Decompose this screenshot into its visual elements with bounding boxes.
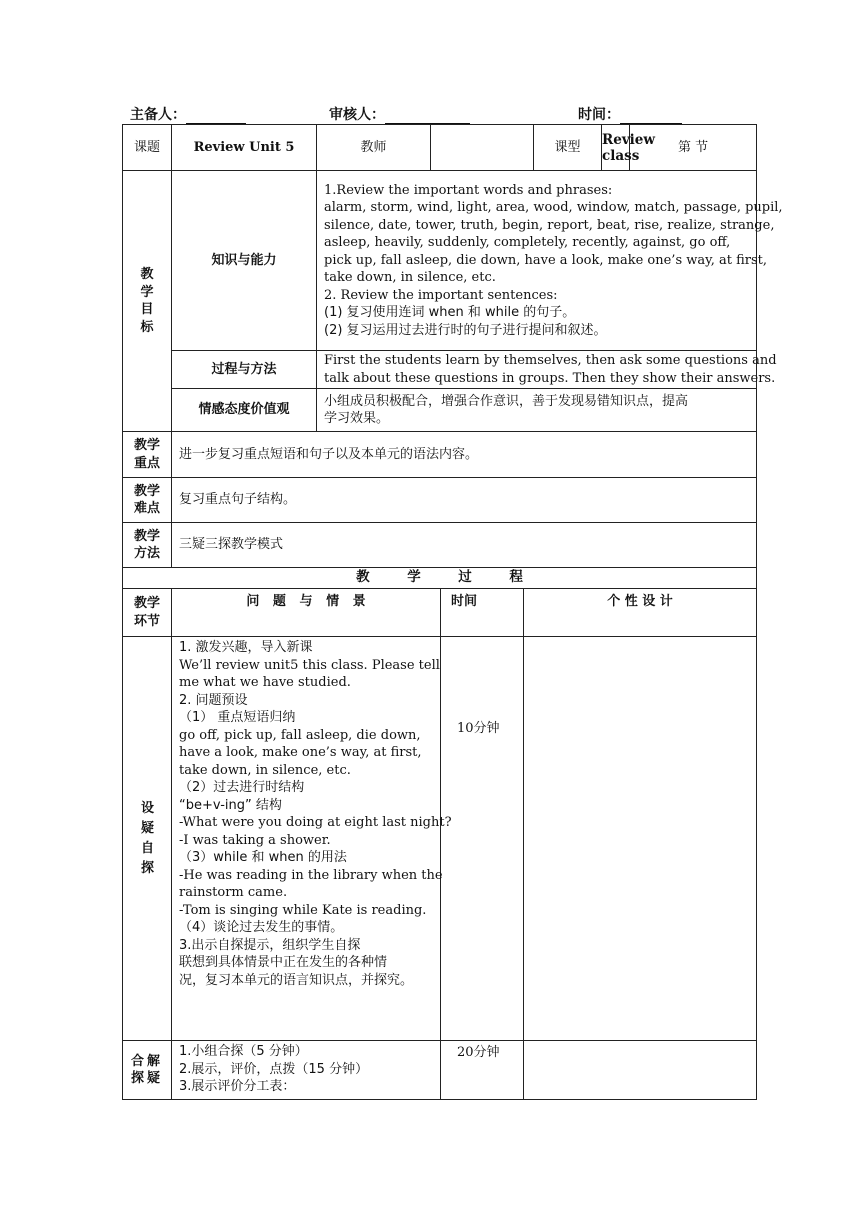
knowledge-line: 2. Review the important sentences: bbox=[324, 287, 558, 303]
reviewer: 审核人： bbox=[329, 104, 470, 124]
stage2-row bbox=[123, 1041, 757, 1100]
stage2-line: 1.小组合探（5 分钟） bbox=[179, 1044, 308, 1059]
time-column-header: 时间 bbox=[441, 589, 524, 637]
knowledge-content bbox=[317, 171, 783, 351]
lesson-plan-table bbox=[122, 124, 783, 1100]
stage1-line: 联想到具体情景中正在发生的各种情 bbox=[179, 955, 388, 970]
knowledge-line: (2) 复习运用过去进行时的句子进行提问和叙述。 bbox=[324, 322, 607, 338]
stage1-line: （2）过去进行时结构 bbox=[179, 780, 305, 795]
knowledge-line: silence, date, tower, truth, begin, report, beat, rise, realize, strange, bbox=[324, 217, 775, 233]
stage1-line: -He was reading in the library when the bbox=[179, 867, 443, 883]
emotion-line: 学习效果。 bbox=[324, 411, 390, 426]
stage1-line: We’ll review unit5 this class. Please tell bbox=[179, 657, 440, 673]
difficulties-row bbox=[123, 478, 757, 523]
knowledge-line: alarm, storm, wind, light, area, wood, window, match, passage, pupil, bbox=[324, 200, 783, 216]
teacher-label: 教师 bbox=[317, 125, 431, 171]
knowledge-line: 1.Review the important words and phrases: bbox=[324, 182, 613, 198]
stage1-line: 1. 激发兴趣，导入新课 bbox=[179, 640, 313, 655]
knowledge-line: asleep, heavily, suddenly, completely, recently, against, go off, bbox=[324, 235, 731, 251]
method-text: 三疑三探教学模式 bbox=[172, 523, 757, 568]
stage1-time: 10分钟 bbox=[441, 637, 524, 1041]
section-label: 第 节 bbox=[630, 125, 757, 171]
topic-label: 课题 bbox=[123, 125, 172, 171]
stage2-content bbox=[172, 1041, 441, 1100]
stage1-row bbox=[123, 637, 757, 1041]
stage1-line: （1） 重点短语归纳 bbox=[179, 710, 296, 725]
key-points-row bbox=[123, 432, 757, 478]
stage2-label: 合解探疑 bbox=[123, 1041, 172, 1100]
process-label: 过程与方法 bbox=[172, 351, 317, 389]
method-row bbox=[123, 523, 757, 568]
stage-column-header: 教学环节 bbox=[123, 589, 172, 637]
stage1-content bbox=[172, 637, 452, 1041]
stage2-design bbox=[524, 1041, 757, 1100]
knowledge-label: 知识与能力 bbox=[172, 171, 317, 351]
stage1-line: -I was taking a shower. bbox=[179, 832, 331, 848]
stage1-design bbox=[524, 637, 757, 1041]
stage2-time: 20分钟 bbox=[441, 1041, 524, 1100]
stage2-line: 2.展示，评价，点拨（15 分钟） bbox=[179, 1061, 369, 1077]
problem-column-header: 问 题 与 情 景 bbox=[172, 589, 441, 637]
teacher-value bbox=[431, 125, 534, 171]
stage1-line: go off, pick up, fall asleep, die down, bbox=[179, 727, 421, 743]
knowledge-line: pick up, fall asleep, die down, have a look, make one’s way, at first, bbox=[324, 252, 768, 268]
method-label: 教学方法 bbox=[123, 523, 172, 568]
key-points-text: 进一步复习重点短语和句子以及本单元的语法内容。 bbox=[172, 432, 757, 478]
knowledge-line: take down, in silence, etc. bbox=[324, 270, 496, 286]
key-points-label: 教学重点 bbox=[123, 432, 172, 478]
objectives-label: 教学目标 bbox=[123, 171, 172, 432]
stage1-line: 3.出示自探提示，组织学生自探 bbox=[179, 937, 361, 953]
stage1-line: （3）while 和 when 的用法 bbox=[179, 850, 347, 865]
stage1-line: （4）谈论过去发生的事情。 bbox=[179, 920, 344, 935]
difficulties-label: 教学难点 bbox=[123, 478, 172, 523]
process-line: talk about these questions in groups. Then they show their answers. bbox=[324, 370, 776, 386]
design-column-header: 个 性 设 计 bbox=[524, 589, 757, 637]
stage1-line: -Tom is singing while Kate is reading. bbox=[179, 902, 427, 918]
lead-preparer: 主备人： bbox=[130, 104, 246, 124]
process-title: 教 学 过 程 bbox=[123, 568, 757, 589]
stage2-line: 3.展示评价分工表： bbox=[179, 1079, 296, 1094]
type-label: 课型 bbox=[534, 125, 602, 171]
process-title-row bbox=[123, 568, 757, 589]
difficulties-text: 复习重点句子结构。 bbox=[172, 478, 757, 523]
stage1-line: me what we have studied. bbox=[179, 675, 351, 690]
type-value: Review class bbox=[602, 125, 630, 171]
topic-value: Review Unit 5 bbox=[172, 125, 317, 171]
time-field: 时间： bbox=[578, 104, 682, 124]
emotion-content bbox=[317, 389, 757, 432]
stage1-label: 设疑自探 bbox=[123, 637, 172, 1041]
stage1-line: 2. 问题预设 bbox=[179, 692, 248, 708]
knowledge-line: (1) 复习使用连词 when 和 while 的句子。 bbox=[324, 305, 576, 321]
objective-knowledge-row bbox=[123, 171, 757, 351]
stage1-line: “be+v-ing” 结构 bbox=[179, 797, 282, 813]
stage1-line: take down, in silence, etc. bbox=[179, 762, 351, 778]
objective-emotion-row bbox=[123, 389, 757, 432]
info-row bbox=[123, 125, 757, 171]
stage1-line: rainstorm came. bbox=[179, 885, 288, 900]
document-header bbox=[130, 104, 730, 124]
column-header-row bbox=[123, 589, 757, 637]
emotion-line: 小组成员积极配合，增强合作意识，善于发现易错知识点，提高 bbox=[324, 393, 689, 409]
emotion-label: 情感态度价值观 bbox=[172, 389, 317, 432]
stage1-line: 况，复习本单元的语言知识点，并探究。 bbox=[179, 972, 414, 988]
objective-process-row bbox=[123, 351, 757, 389]
process-content bbox=[317, 351, 777, 389]
stage1-line: -What were you doing at eight last night? bbox=[179, 815, 452, 830]
stage1-line: have a look, make one’s way, at first, bbox=[179, 745, 422, 760]
process-line: First the students learn by themselves, then ask some questions and bbox=[324, 353, 777, 368]
